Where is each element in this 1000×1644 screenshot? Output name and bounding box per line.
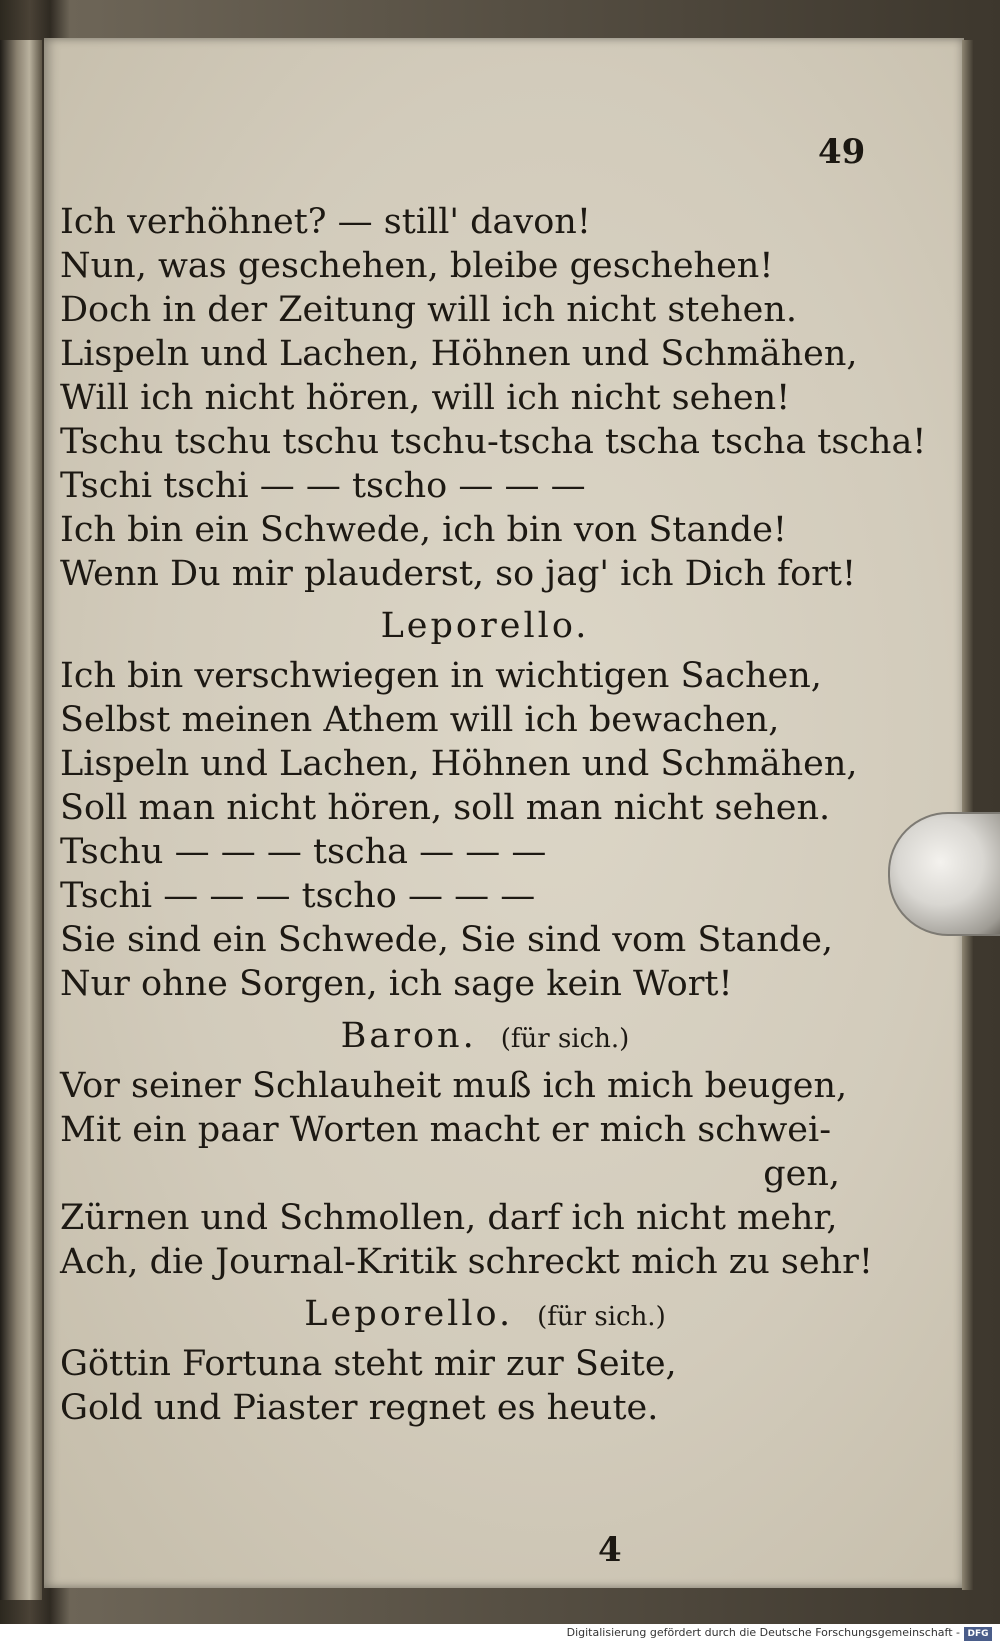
verse-line: Ich bin verschwiegen in wichtigen Sachen, xyxy=(60,656,822,696)
dfg-logo: DFG xyxy=(964,1627,992,1641)
stage-direction: (für sich.) xyxy=(537,1302,666,1332)
verse-line: Tschu tschu tschu tschu-tscha tscha tscha tscha! xyxy=(60,422,927,462)
speaker-heading-leporello xyxy=(60,1290,910,1338)
speaker-name-leporello: Leporello. xyxy=(304,1294,514,1334)
speaker-name-leporello: Leporello. xyxy=(380,606,590,646)
verse-line: Wenn Du mir plauderst, so jag' ich Dich fort! xyxy=(60,554,857,594)
verse-line: Lispeln und Lachen, Höhnen und Schmähen, xyxy=(60,334,858,374)
funding-notice: Digitalisierung gefördert durch die Deutsche Forschungsgemeinschaft - xyxy=(566,1626,960,1639)
poem-text xyxy=(60,200,927,1430)
verse-line: Ach, die Journal-Kritik schreckt mich zu sehr! xyxy=(60,1242,873,1282)
verse-line: Göttin Fortuna steht mir zur Seite, xyxy=(60,1344,677,1384)
verse-line: Vor seiner Schlauheit muß ich mich beugen, xyxy=(60,1066,848,1106)
verse-line: Tschi tschi — — tscho — — — xyxy=(60,466,586,506)
verse-line: Tschu — — — tscha — — — xyxy=(60,832,547,872)
page-number: 49 xyxy=(818,132,866,172)
footer-bar xyxy=(0,1624,1000,1644)
stage-direction: (für sich.) xyxy=(500,1024,630,1054)
verse-line: Will ich nicht hören, will ich nicht sehen! xyxy=(60,378,791,418)
verse-line: Mit ein paar Worten macht er mich schwei- xyxy=(60,1110,832,1150)
verse-line: Zürnen und Schmollen, darf ich nicht mehr, xyxy=(60,1198,838,1238)
verse-line: Lispeln und Lachen, Höhnen und Schmähen, xyxy=(60,744,858,784)
speaker-name-baron: Baron. xyxy=(340,1016,477,1056)
speaker-heading-baron xyxy=(60,1012,910,1060)
verse-line: Ich verhöhnet? — still' davon! xyxy=(60,202,591,242)
verse-line: Doch in der Zeitung will ich nicht stehen. xyxy=(60,290,797,330)
verse-line: Ich bin ein Schwede, ich bin von Stande! xyxy=(60,510,787,550)
verse-line-continuation: gen, xyxy=(763,1154,840,1194)
previous-page-edge xyxy=(0,40,42,1600)
verse-line: Gold und Piaster regnet es heute. xyxy=(60,1388,659,1428)
verse-line: Selbst meinen Athem will ich bewachen, xyxy=(60,700,780,740)
verse-line: Soll man nicht hören, soll man nicht sehen. xyxy=(60,788,831,828)
verse-line: Nur ohne Sorgen, ich sage kein Wort! xyxy=(60,964,733,1004)
signature-mark: 4 xyxy=(598,1530,622,1570)
verse-line: Sie sind ein Schwede, Sie sind vom Stande, xyxy=(60,920,834,960)
verse-line: Tschi — — — tscho — — — xyxy=(60,876,536,916)
verse-line: Nun, was geschehen, bleibe geschehen! xyxy=(60,246,774,286)
